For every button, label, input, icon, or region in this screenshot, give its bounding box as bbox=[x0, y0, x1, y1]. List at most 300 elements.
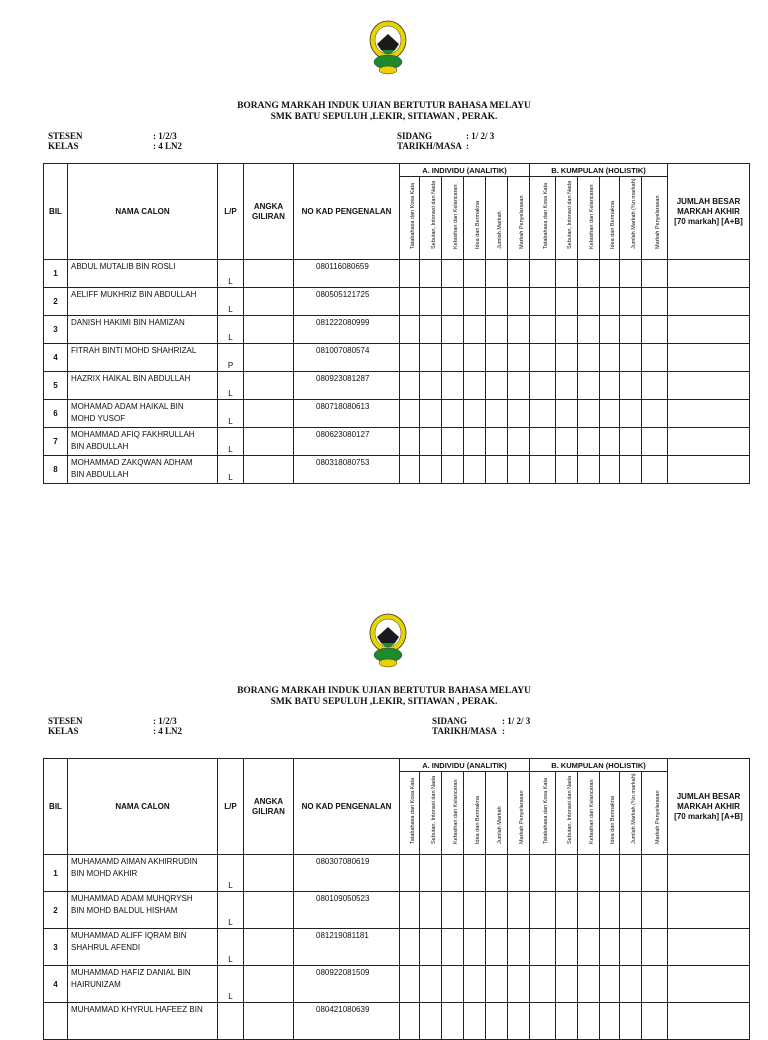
row-number: 1 bbox=[44, 855, 68, 892]
angka-header: ANGKA GILIRAN bbox=[244, 759, 294, 855]
mark-cell[interactable] bbox=[420, 456, 442, 484]
angka-giliran-cell[interactable] bbox=[244, 428, 294, 456]
mark-cell[interactable] bbox=[400, 372, 420, 400]
mark-cell[interactable] bbox=[668, 892, 750, 929]
mark-cell[interactable] bbox=[530, 288, 556, 316]
mark-cell[interactable] bbox=[486, 372, 508, 400]
form-title: BORANG MARKAH INDUK UJIAN BERTUTUR BAHASA MELAYU SMK BATU SEPULUH ,LEKIR, SITIAWAN , PERAK. bbox=[237, 686, 531, 707]
angka-header: ANGKA GILIRAN bbox=[244, 164, 294, 260]
mark-cell[interactable] bbox=[464, 855, 486, 892]
criteria-a-header: Jumlah Markah bbox=[486, 772, 508, 855]
school-crest-icon bbox=[368, 613, 408, 669]
mark-cell[interactable] bbox=[508, 456, 530, 484]
mark-cell[interactable] bbox=[464, 344, 486, 372]
mark-cell[interactable] bbox=[508, 344, 530, 372]
mark-cell[interactable] bbox=[530, 316, 556, 344]
mark-cell[interactable] bbox=[420, 316, 442, 344]
angka-giliran-cell[interactable] bbox=[244, 260, 294, 288]
row-number: 4 bbox=[44, 966, 68, 1003]
criteria-a-header: Tatabahasa dan Kosa Kata bbox=[400, 772, 420, 855]
criteria-b-header: Idea dan Bermakna bbox=[600, 772, 620, 855]
stesen-value: : 1/2/3 bbox=[153, 131, 177, 141]
mark-cell[interactable] bbox=[620, 288, 642, 316]
gender-cell: P bbox=[218, 344, 244, 372]
table-row bbox=[44, 372, 750, 400]
mark-cell[interactable] bbox=[442, 372, 464, 400]
mark-cell[interactable] bbox=[642, 892, 668, 929]
mark-cell[interactable] bbox=[578, 400, 600, 428]
gender-cell: L bbox=[218, 966, 244, 1003]
mark-cell[interactable] bbox=[668, 1003, 750, 1040]
mark-cell[interactable] bbox=[530, 892, 556, 929]
mark-cell[interactable] bbox=[464, 892, 486, 929]
mark-cell[interactable] bbox=[442, 316, 464, 344]
mark-cell[interactable] bbox=[508, 855, 530, 892]
mark-cell[interactable] bbox=[642, 855, 668, 892]
mark-cell[interactable] bbox=[530, 456, 556, 484]
mark-cell[interactable] bbox=[600, 428, 620, 456]
mark-cell[interactable] bbox=[556, 456, 578, 484]
criteria-a-header: Idea dan Bermakna bbox=[464, 772, 486, 855]
mark-cell[interactable] bbox=[400, 456, 420, 484]
mark-cell[interactable] bbox=[668, 966, 750, 1003]
row-number: 8 bbox=[44, 456, 68, 484]
mark-cell[interactable] bbox=[556, 1003, 578, 1040]
mark-cell[interactable] bbox=[600, 1003, 620, 1040]
jumlah-besar-header: JUMLAH BESAR MARKAH AKHIR [70 markah] [A+B] bbox=[668, 759, 750, 855]
bil-header: BIL bbox=[44, 164, 68, 260]
mark-cell[interactable] bbox=[530, 372, 556, 400]
angka-giliran-cell[interactable] bbox=[244, 372, 294, 400]
mark-cell[interactable] bbox=[642, 428, 668, 456]
mark-cell[interactable] bbox=[600, 400, 620, 428]
gender-cell: L bbox=[218, 316, 244, 344]
mark-cell[interactable] bbox=[486, 892, 508, 929]
gender-cell: L bbox=[218, 288, 244, 316]
mark-cell[interactable] bbox=[486, 316, 508, 344]
mark-cell[interactable] bbox=[556, 316, 578, 344]
mark-cell[interactable] bbox=[530, 855, 556, 892]
angka-giliran-cell[interactable] bbox=[244, 288, 294, 316]
lp-header: L/P bbox=[218, 759, 244, 855]
mark-cell[interactable] bbox=[442, 428, 464, 456]
mark-cell[interactable] bbox=[578, 929, 600, 966]
mark-cell[interactable] bbox=[420, 966, 442, 1003]
mark-cell[interactable] bbox=[578, 456, 600, 484]
gender-cell: L bbox=[218, 372, 244, 400]
mark-cell[interactable] bbox=[578, 1003, 600, 1040]
mark-cell[interactable] bbox=[668, 344, 750, 372]
mark-cell[interactable] bbox=[420, 428, 442, 456]
mark-cell[interactable] bbox=[556, 288, 578, 316]
gender-cell: L bbox=[218, 855, 244, 892]
candidate-name: MOHAMAD ADAM HAIKAL BIN MOHD YUSOF bbox=[68, 400, 218, 428]
sidang-value: : 1/ 2/ 3 bbox=[502, 716, 531, 726]
candidate-name: MUHAMAMD AIMAN AKHIRRUDIN BIN MOHD AKHIR bbox=[68, 855, 218, 892]
mark-cell[interactable] bbox=[642, 1003, 668, 1040]
tarikh-label: TARIKH/MASA bbox=[432, 726, 497, 736]
row-number: 4 bbox=[44, 344, 68, 372]
mark-cell[interactable] bbox=[400, 428, 420, 456]
criteria-b-header: Markah Penyelarasan bbox=[642, 772, 668, 855]
mark-cell[interactable] bbox=[508, 1003, 530, 1040]
mark-cell[interactable] bbox=[420, 372, 442, 400]
mark-cell[interactable] bbox=[420, 288, 442, 316]
angka-giliran-cell[interactable] bbox=[244, 966, 294, 1003]
mark-cell[interactable] bbox=[556, 966, 578, 1003]
angka-giliran-cell[interactable] bbox=[244, 344, 294, 372]
kelas-label: KELAS bbox=[48, 141, 79, 151]
mark-cell[interactable] bbox=[464, 966, 486, 1003]
ic-number: 080718080613 bbox=[294, 400, 400, 428]
mark-cell[interactable] bbox=[556, 344, 578, 372]
mark-cell[interactable] bbox=[508, 372, 530, 400]
mark-cell[interactable] bbox=[442, 456, 464, 484]
table-row bbox=[44, 400, 750, 428]
mark-cell[interactable] bbox=[642, 316, 668, 344]
criteria-b-header: Sebutan, Intonasi dan Nada bbox=[556, 177, 578, 260]
mark-cell[interactable] bbox=[530, 1003, 556, 1040]
mark-cell[interactable] bbox=[668, 456, 750, 484]
table-row bbox=[44, 316, 750, 344]
mark-cell[interactable] bbox=[486, 260, 508, 288]
mark-cell[interactable] bbox=[486, 966, 508, 1003]
sidang-label: SIDANG bbox=[397, 131, 433, 141]
row-number: 2 bbox=[44, 288, 68, 316]
candidate-name: FITRAH BINTI MOHD SHAHRIZAL bbox=[68, 344, 218, 372]
table-row bbox=[44, 966, 750, 1003]
mark-cell[interactable] bbox=[578, 316, 600, 344]
gender-cell: L bbox=[218, 400, 244, 428]
stesen-label: STESEN bbox=[48, 716, 83, 726]
marks-table bbox=[43, 758, 750, 1040]
mark-cell[interactable] bbox=[556, 428, 578, 456]
table-row bbox=[44, 288, 750, 316]
mark-cell[interactable] bbox=[400, 316, 420, 344]
mark-cell[interactable] bbox=[442, 344, 464, 372]
mark-cell[interactable] bbox=[620, 260, 642, 288]
mark-cell[interactable] bbox=[464, 1003, 486, 1040]
mark-cell[interactable] bbox=[600, 344, 620, 372]
mark-cell[interactable] bbox=[530, 400, 556, 428]
mark-cell[interactable] bbox=[442, 1003, 464, 1040]
gender-cell: L bbox=[218, 428, 244, 456]
mark-cell[interactable] bbox=[508, 929, 530, 966]
mark-cell[interactable] bbox=[442, 260, 464, 288]
criteria-a-header: Tatabahasa dan Kosa Kata bbox=[400, 177, 420, 260]
table-row bbox=[44, 1003, 750, 1040]
mark-cell[interactable] bbox=[442, 892, 464, 929]
mark-cell[interactable] bbox=[508, 428, 530, 456]
mark-cell[interactable] bbox=[668, 400, 750, 428]
criteria-b-header: Markah Penyelarasan bbox=[642, 177, 668, 260]
nama-header: NAMA CALON bbox=[68, 164, 218, 260]
tarikh-value: : bbox=[466, 141, 469, 151]
lp-header: L/P bbox=[218, 164, 244, 260]
criteria-b-header: Jumlah Markah (%n markah) bbox=[620, 772, 642, 855]
row-number: 7 bbox=[44, 428, 68, 456]
mark-cell[interactable] bbox=[578, 855, 600, 892]
row-number: 3 bbox=[44, 929, 68, 966]
mark-cell[interactable] bbox=[486, 400, 508, 428]
table-row bbox=[44, 344, 750, 372]
mark-cell[interactable] bbox=[620, 855, 642, 892]
mark-cell[interactable] bbox=[620, 344, 642, 372]
group-b-header: B. KUMPULAN (HOLISTIK) bbox=[530, 759, 668, 772]
mark-cell[interactable] bbox=[556, 372, 578, 400]
candidate-name: AELIFF MUKHRIZ BIN ABDULLAH bbox=[68, 288, 218, 316]
mark-cell[interactable] bbox=[578, 372, 600, 400]
gender-cell: L bbox=[218, 892, 244, 929]
mark-cell[interactable] bbox=[642, 966, 668, 1003]
ic-number: 080421080639 bbox=[294, 1003, 400, 1040]
mark-cell[interactable] bbox=[556, 400, 578, 428]
mark-cell[interactable] bbox=[486, 428, 508, 456]
candidate-name: MUHAMMAD ADAM MUHQRYSH BIN MOHD BALDUL HISHAM bbox=[68, 892, 218, 929]
table-row bbox=[44, 428, 750, 456]
criteria-b-header: Tatabahasa dan Kosa Kata bbox=[530, 772, 556, 855]
criteria-a-header: Sebutan, Intonasi dan Nada bbox=[420, 177, 442, 260]
mark-cell[interactable] bbox=[600, 929, 620, 966]
gender-cell: L bbox=[218, 456, 244, 484]
mark-cell[interactable] bbox=[400, 929, 420, 966]
mark-cell[interactable] bbox=[668, 372, 750, 400]
angka-giliran-cell[interactable] bbox=[244, 855, 294, 892]
kelas-value: : 4 LN2 bbox=[153, 726, 182, 736]
mark-cell[interactable] bbox=[464, 288, 486, 316]
row-number: 1 bbox=[44, 260, 68, 288]
mark-cell[interactable] bbox=[620, 428, 642, 456]
mark-cell[interactable] bbox=[530, 929, 556, 966]
group-a-header: A. INDIVIDU (ANALITIK) bbox=[400, 759, 530, 772]
mark-cell[interactable] bbox=[442, 400, 464, 428]
mark-cell[interactable] bbox=[486, 344, 508, 372]
criteria-a-header: Kefasihan dan Kelancaran bbox=[442, 772, 464, 855]
row-number bbox=[44, 1003, 68, 1040]
candidate-name: MOHAMMAD ZAKQWAN ADHAM BIN ABDULLAH bbox=[68, 456, 218, 484]
mark-cell[interactable] bbox=[578, 966, 600, 1003]
school-crest-icon bbox=[368, 20, 408, 76]
sidang-label: SIDANG bbox=[432, 716, 468, 726]
mark-cell[interactable] bbox=[668, 428, 750, 456]
mark-cell[interactable] bbox=[556, 260, 578, 288]
nama-header: NAMA CALON bbox=[68, 759, 218, 855]
mark-cell[interactable] bbox=[642, 372, 668, 400]
mark-cell[interactable] bbox=[642, 400, 668, 428]
candidate-name: DANISH HAKIMI BIN HAMIZAN bbox=[68, 316, 218, 344]
mark-cell[interactable] bbox=[668, 929, 750, 966]
mark-cell[interactable] bbox=[530, 344, 556, 372]
mark-cell[interactable] bbox=[400, 855, 420, 892]
mark-cell[interactable] bbox=[442, 966, 464, 1003]
mark-cell[interactable] bbox=[530, 428, 556, 456]
mark-cell[interactable] bbox=[620, 929, 642, 966]
mark-cell[interactable] bbox=[508, 316, 530, 344]
gender-cell bbox=[218, 1003, 244, 1040]
mark-cell[interactable] bbox=[668, 855, 750, 892]
mark-cell[interactable] bbox=[620, 456, 642, 484]
mark-cell[interactable] bbox=[420, 260, 442, 288]
ic-number: 080109050523 bbox=[294, 892, 400, 929]
mark-cell[interactable] bbox=[420, 855, 442, 892]
mark-cell[interactable] bbox=[600, 316, 620, 344]
angka-giliran-cell[interactable] bbox=[244, 1003, 294, 1040]
gender-cell: L bbox=[218, 260, 244, 288]
angka-giliran-cell[interactable] bbox=[244, 929, 294, 966]
mark-cell[interactable] bbox=[486, 456, 508, 484]
mark-cell[interactable] bbox=[578, 428, 600, 456]
mark-cell[interactable] bbox=[620, 316, 642, 344]
ic-number: 080505121725 bbox=[294, 288, 400, 316]
ic-number: 080307080619 bbox=[294, 855, 400, 892]
mark-cell[interactable] bbox=[668, 288, 750, 316]
mark-cell[interactable] bbox=[642, 456, 668, 484]
candidate-name: HAZRIX HAIKAL BIN ABDULLAH bbox=[68, 372, 218, 400]
ic-number: 081222080999 bbox=[294, 316, 400, 344]
mark-cell[interactable] bbox=[508, 260, 530, 288]
mark-cell[interactable] bbox=[486, 929, 508, 966]
ic-number: 080922081509 bbox=[294, 966, 400, 1003]
mark-cell[interactable] bbox=[486, 288, 508, 316]
mark-cell[interactable] bbox=[420, 344, 442, 372]
mark-cell[interactable] bbox=[464, 316, 486, 344]
mark-cell[interactable] bbox=[556, 892, 578, 929]
form-title: BORANG MARKAH INDUK UJIAN BERTUTUR BAHASA MELAYU SMK BATU SEPULUH ,LEKIR, SITIAWAN , PERAK. bbox=[237, 101, 531, 122]
mark-cell[interactable] bbox=[400, 260, 420, 288]
criteria-b-header: Kefasihan dan Kelancaran bbox=[578, 177, 600, 260]
mark-cell[interactable] bbox=[400, 344, 420, 372]
mark-cell[interactable] bbox=[642, 929, 668, 966]
ic-number: 081007080574 bbox=[294, 344, 400, 372]
table-row bbox=[44, 892, 750, 929]
mark-cell[interactable] bbox=[420, 929, 442, 966]
mark-cell[interactable] bbox=[600, 892, 620, 929]
mark-cell[interactable] bbox=[600, 456, 620, 484]
row-number: 3 bbox=[44, 316, 68, 344]
mark-cell[interactable] bbox=[600, 966, 620, 1003]
angka-giliran-cell[interactable] bbox=[244, 892, 294, 929]
angka-giliran-cell[interactable] bbox=[244, 400, 294, 428]
table-row bbox=[44, 260, 750, 288]
mark-cell[interactable] bbox=[464, 428, 486, 456]
angka-giliran-cell[interactable] bbox=[244, 316, 294, 344]
mark-cell[interactable] bbox=[400, 892, 420, 929]
kelas-label: KELAS bbox=[48, 726, 79, 736]
candidate-name: MOHAMMAD AFIQ FAKHRULLAH BIN ABDULLAH bbox=[68, 428, 218, 456]
mark-cell[interactable] bbox=[668, 260, 750, 288]
ic-header: NO KAD PENGENALAN bbox=[294, 759, 400, 855]
mark-cell[interactable] bbox=[578, 344, 600, 372]
criteria-a-header: Kefasihan dan Kelancaran bbox=[442, 177, 464, 260]
mark-cell[interactable] bbox=[668, 316, 750, 344]
mark-cell[interactable] bbox=[508, 400, 530, 428]
mark-cell[interactable] bbox=[600, 288, 620, 316]
jumlah-besar-header: JUMLAH BESAR MARKAH AKHIR [70 markah] [A+B] bbox=[668, 164, 750, 260]
mark-cell[interactable] bbox=[556, 855, 578, 892]
table-row bbox=[44, 456, 750, 484]
mark-cell[interactable] bbox=[420, 892, 442, 929]
mark-cell[interactable] bbox=[642, 344, 668, 372]
mark-cell[interactable] bbox=[442, 929, 464, 966]
mark-cell[interactable] bbox=[642, 260, 668, 288]
mark-cell[interactable] bbox=[556, 929, 578, 966]
mark-cell[interactable] bbox=[578, 892, 600, 929]
criteria-b-header: Jumlah Markah (%n markah) bbox=[620, 177, 642, 260]
ic-number: 080923081287 bbox=[294, 372, 400, 400]
mark-cell[interactable] bbox=[486, 855, 508, 892]
mark-cell[interactable] bbox=[578, 288, 600, 316]
mark-cell[interactable] bbox=[464, 456, 486, 484]
row-number: 5 bbox=[44, 372, 68, 400]
criteria-b-header: Tatabahasa dan Kosa Kata bbox=[530, 177, 556, 260]
marks-table bbox=[43, 163, 750, 484]
mark-cell[interactable] bbox=[464, 372, 486, 400]
table-row bbox=[44, 855, 750, 892]
mark-cell[interactable] bbox=[442, 288, 464, 316]
group-b-header: B. KUMPULAN (HOLISTIK) bbox=[530, 164, 668, 177]
criteria-b-header: Sebutan, Intonasi dan Nada bbox=[556, 772, 578, 855]
mark-cell[interactable] bbox=[400, 288, 420, 316]
stesen-label: STESEN bbox=[48, 131, 83, 141]
sidang-value: : 1/ 2/ 3 bbox=[466, 131, 495, 141]
mark-cell[interactable] bbox=[620, 966, 642, 1003]
criteria-a-header: Markah Penyelarasan bbox=[508, 177, 530, 260]
mark-cell[interactable] bbox=[508, 892, 530, 929]
mark-cell[interactable] bbox=[464, 929, 486, 966]
mark-cell[interactable] bbox=[442, 855, 464, 892]
mark-cell[interactable] bbox=[600, 855, 620, 892]
row-number: 2 bbox=[44, 892, 68, 929]
mark-cell[interactable] bbox=[420, 1003, 442, 1040]
mark-cell[interactable] bbox=[620, 372, 642, 400]
mark-cell[interactable] bbox=[530, 966, 556, 1003]
bil-header: BIL bbox=[44, 759, 68, 855]
mark-cell[interactable] bbox=[400, 966, 420, 1003]
mark-cell[interactable] bbox=[620, 892, 642, 929]
group-a-header: A. INDIVIDU (ANALITIK) bbox=[400, 164, 530, 177]
criteria-a-header: Jumlah Markah bbox=[486, 177, 508, 260]
mark-cell[interactable] bbox=[508, 288, 530, 316]
mark-cell[interactable] bbox=[600, 260, 620, 288]
mark-cell[interactable] bbox=[508, 966, 530, 1003]
mark-cell[interactable] bbox=[486, 1003, 508, 1040]
ic-number: 080318080753 bbox=[294, 456, 400, 484]
mark-cell[interactable] bbox=[578, 260, 600, 288]
table-row bbox=[44, 929, 750, 966]
ic-number: 080116080659 bbox=[294, 260, 400, 288]
mark-cell[interactable] bbox=[420, 400, 442, 428]
candidate-name: MUHAMMAD HAFIZ DANIAL BIN HAIRUNIZAM bbox=[68, 966, 218, 1003]
mark-cell[interactable] bbox=[620, 400, 642, 428]
mark-cell[interactable] bbox=[600, 372, 620, 400]
angka-giliran-cell[interactable] bbox=[244, 456, 294, 484]
gender-cell: L bbox=[218, 929, 244, 966]
mark-cell[interactable] bbox=[620, 1003, 642, 1040]
criteria-a-header: Idea dan Bermakna bbox=[464, 177, 486, 260]
tarikh-value: : bbox=[502, 726, 505, 736]
kelas-value: : 4 LN2 bbox=[153, 141, 182, 151]
mark-cell[interactable] bbox=[642, 288, 668, 316]
candidate-name: MUHAMMAD ALIFF IQRAM BIN SHAHRUL AFENDI bbox=[68, 929, 218, 966]
mark-cell[interactable] bbox=[400, 1003, 420, 1040]
mark-cell[interactable] bbox=[464, 260, 486, 288]
row-number: 6 bbox=[44, 400, 68, 428]
mark-cell[interactable] bbox=[530, 260, 556, 288]
criteria-a-header: Sebutan, Intonasi dan Nada bbox=[420, 772, 442, 855]
criteria-b-header: Idea dan Bermakna bbox=[600, 177, 620, 260]
mark-cell[interactable] bbox=[400, 400, 420, 428]
mark-cell[interactable] bbox=[464, 400, 486, 428]
